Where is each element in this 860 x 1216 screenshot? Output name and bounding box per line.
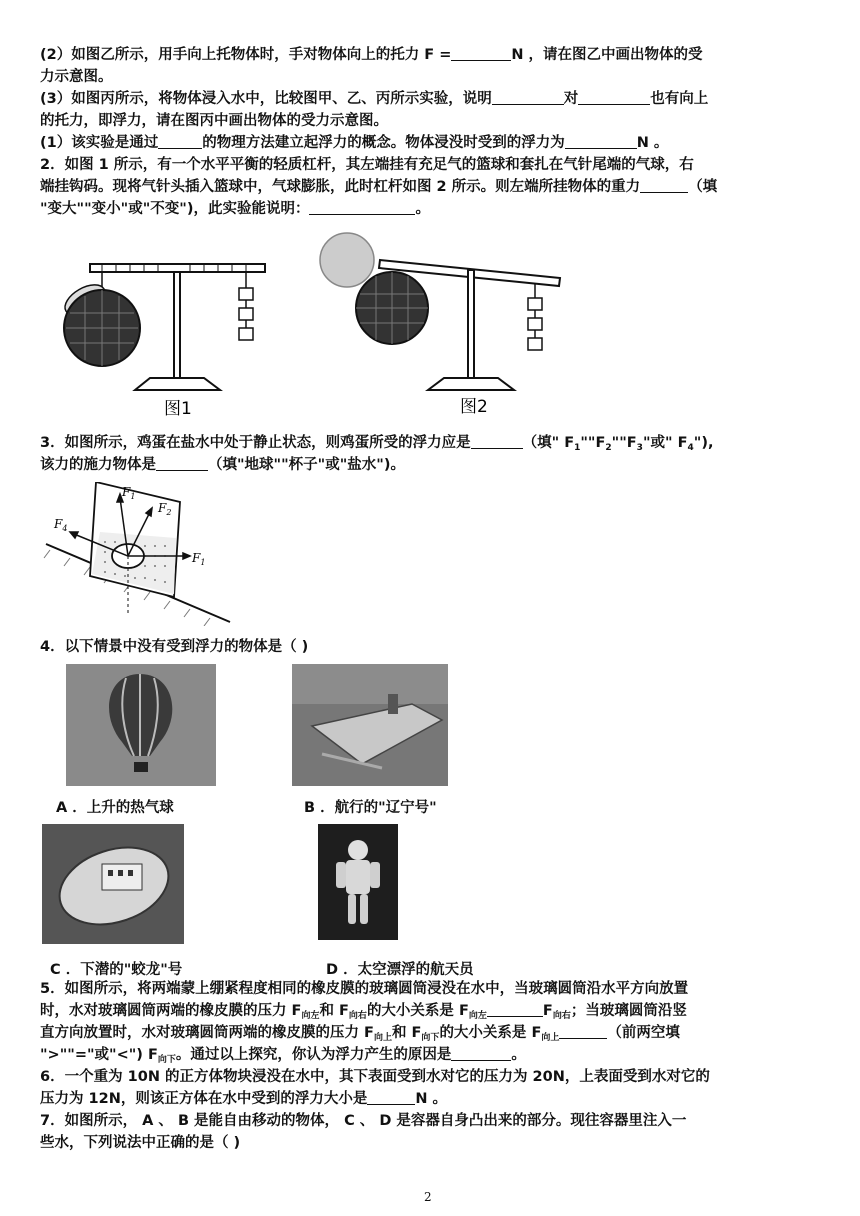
q7-line2: 些水，下列说法中正确的是（ ) bbox=[40, 1135, 241, 1151]
q6-line1: 6．一个重为 10N 的正方体物块浸没在水中，其下表面受到水对它的压力为 20N，上表面受到水对它的 bbox=[40, 1069, 710, 1085]
lever-figure-2 bbox=[320, 233, 560, 417]
q1-part2-line2: 力示意图。 bbox=[40, 69, 113, 85]
q3-line1: 3．如图所示，鸡蛋在盐水中处于静止状态，则鸡蛋所受的浮力应是 （填" $F_1""F_2""F_3$"或" $F_4$"), bbox=[40, 432, 830, 459]
lever-figures bbox=[40, 228, 580, 420]
answer-blank[interactable] bbox=[158, 132, 202, 149]
answer-blank[interactable] bbox=[471, 432, 523, 449]
q2-line3: "变大""变小"或"不变")，此实验能说明： 。 bbox=[40, 198, 830, 220]
answer-blank[interactable] bbox=[578, 88, 650, 105]
force-label-f1-right: $F_1$ bbox=[192, 551, 206, 567]
figure-2-label: 图2 bbox=[460, 397, 488, 417]
q6-line2: 压力为 12N，则该正方体在水中受到的浮力大小是 N 。 bbox=[40, 1088, 830, 1110]
answer-blank[interactable] bbox=[156, 454, 208, 471]
q1-part3-line2: 的托力，即浮力，请在图丙中画出物体的受力示意图。 bbox=[40, 113, 388, 129]
lever-figure-1 bbox=[60, 264, 265, 419]
q1-part4-line: (1）该实验是通过 的物理方法建立起浮力的概念。物体浸没时受到的浮力为 N 。 bbox=[40, 132, 830, 154]
page-number: 2 bbox=[424, 1190, 432, 1204]
answer-blank[interactable] bbox=[492, 88, 564, 105]
option-b[interactable]: B ．航行的"辽宁号" bbox=[304, 800, 437, 816]
q5-line3: 直方向放置时，水对玻璃圆筒两端的橡皮膜的压力 $F_{向上}$和 $F_{向下}$的大小关系是 $F_{向上}$ （前两空填 bbox=[40, 1022, 830, 1049]
q3-line2: 该力的施力物体是 （填"地球""杯子"或"盐水")。 bbox=[40, 454, 830, 476]
force-label-f2: $F_2$ bbox=[158, 501, 172, 517]
option-d[interactable]: D ．太空漂浮的航天员 bbox=[326, 962, 474, 978]
aircraft-carrier-image bbox=[292, 664, 448, 786]
answer-blank[interactable] bbox=[487, 1000, 543, 1017]
q5-line1: 5．如图所示，将两端蒙上绷紧程度相同的橡皮膜的玻璃圆筒浸没在水中，当玻璃圆筒沿水平方向放置 bbox=[40, 981, 689, 997]
q2-line2: 端挂钩码。现将气针头插入篮球中，气球膨胀，此时杠杆如图 2 所示。则左端所挂物体的重力 （填 bbox=[40, 176, 830, 198]
answer-blank[interactable] bbox=[565, 132, 637, 149]
answer-blank[interactable] bbox=[451, 1044, 511, 1061]
q5-line4: ">""="或"<") $F_{向下}$。通过以上探究，你认为浮力产生的原因是 。 bbox=[40, 1044, 830, 1071]
q2-line1: 2．如图 1 所示，有一个水平平衡的轻质杠杆，其左端挂有充足气的篮球和套扎在气针尾端的气球，右 bbox=[40, 157, 694, 173]
option-a[interactable]: A ．上升的热气球 bbox=[56, 800, 174, 816]
q1-part2-line1: (2）如图乙所示，用手向上托物体时，手对物体向上的托力 F = N ，请在图乙中画出物体的受 bbox=[40, 44, 830, 66]
hot-air-balloon-image bbox=[66, 664, 216, 786]
answer-blank[interactable] bbox=[559, 1022, 607, 1039]
q5-line2: 时，水对玻璃圆筒两端的橡皮膜的压力 $F_{向左}$和 $F_{向右}$的大小关系是 $F_{向左}$ $F_{向右}$；当玻璃圆筒沿竖 bbox=[40, 1000, 830, 1027]
answer-blank[interactable] bbox=[367, 1088, 415, 1105]
q1-part3-line1: (3）如图丙所示，将物体浸入水中，比较图甲、乙、丙所示实验，说明 对 也有向上 bbox=[40, 88, 830, 110]
force-label-f1: $F_1$ bbox=[122, 485, 136, 501]
astronaut-image bbox=[318, 824, 398, 940]
jiaolong-submersible-image bbox=[42, 824, 184, 944]
answer-blank[interactable] bbox=[451, 44, 511, 61]
option-c[interactable]: C ．下潜的"蛟龙"号 bbox=[50, 962, 183, 978]
answer-blank[interactable] bbox=[640, 176, 688, 193]
answer-blank[interactable] bbox=[309, 198, 415, 215]
q7-line1: 7．如图所示， A 、 B 是能自由移动的物体， C 、 D 是容器自身凸出来的部分。现往容器里注入一 bbox=[40, 1113, 687, 1129]
figure-1-label: 图1 bbox=[164, 399, 192, 419]
egg-in-saltwater-figure bbox=[40, 482, 240, 626]
q4-stem: 4．以下情景中没有受到浮力的物体是（ ) bbox=[40, 639, 309, 655]
force-label-f4: $F_4$ bbox=[54, 517, 68, 533]
